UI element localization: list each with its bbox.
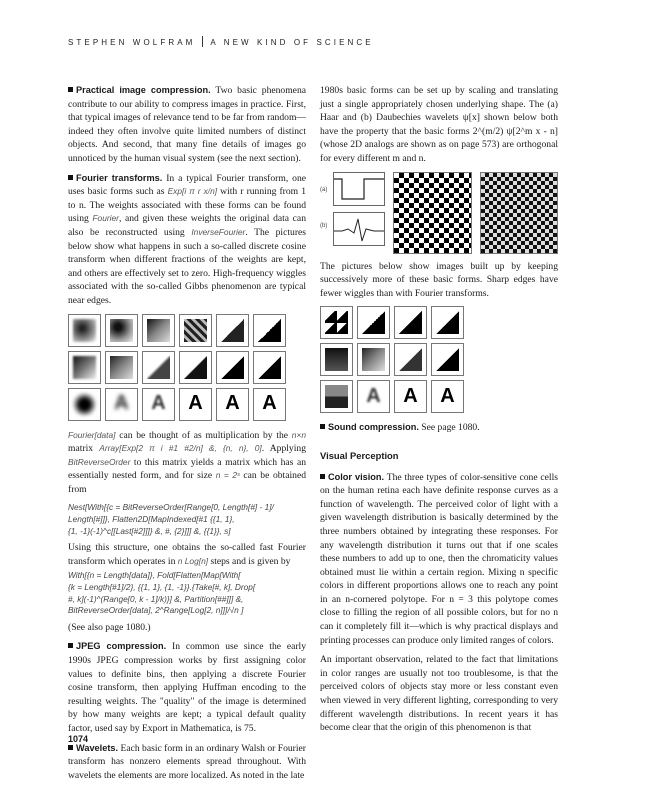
wavelet-plots: [333, 172, 385, 252]
figure-tile: [253, 351, 286, 384]
figure-tile: [357, 380, 390, 413]
text: In a typical Fourier transform, one uses basic forms such as: [68, 172, 307, 198]
text: steps and is given by: [210, 555, 291, 567]
bullet-square-icon: [68, 745, 73, 750]
paragraph-title: Wavelets.: [76, 742, 119, 753]
figure-tile: [320, 343, 353, 376]
paragraph-text: In common use since the early 1990s JPEG compression works by first assigning color values to definite bins, then applying a discrete Fourier cosine transform, then applying Huffman encoding to the resulting weights. The "quality" of the image is determined by how many weights are kept; a typical default quality factor, used say by Export in Mathematica, is 75.: [68, 641, 307, 734]
header-divider: [202, 36, 203, 47]
wavelet-labels: [320, 172, 333, 234]
code-line: #, k](-1)^(Range[0, k - 1]/k)}] &, Partition[##]]] &,: [68, 593, 244, 604]
paragraph-title: Fourier transforms.: [76, 172, 163, 183]
fourier-figure: [68, 314, 306, 421]
bullet-square-icon: [68, 87, 73, 92]
paragraph-text: Two basic phenomena contribute to our ability to compress images in practice. First, that typical images of relevance tend to be far from random—indeed they often involve quite limited numbers of distinct objects. And second, that many fine details of images go unnoticed by the human visual system (see the next section).: [68, 85, 306, 164]
right-column: [320, 84, 558, 741]
inline-code: InverseFourier: [191, 226, 246, 237]
paragraph-wavelets-cont: 1980s basic forms can be set up by scaling and translating just a single appropriately chosen underlying shape. The (a) Haar and (b) Daubechies wavelets ψ[x] shown below both have the property that the basic forms 2^(m/2) ψ[2^m x - n] (whose 2D analogs are shown as on page 573) are orthogonal for every different m and n.: [320, 85, 558, 164]
figure-tile: [105, 314, 138, 347]
text: to this matrix yields a matrix which has an essentially nested form, and for size: [68, 456, 306, 482]
inline-code: n×n: [291, 429, 306, 440]
code-block-nest: [68, 502, 306, 537]
daubechies-basis-matrix: [480, 172, 558, 254]
paragraph-title: Sound compression.: [328, 422, 419, 433]
code-line: With[{n = Length[data]}, Fold[Flatten[Map[With[: [68, 570, 241, 581]
figure-tile: [253, 314, 286, 347]
paragraph-color-constancy: An important observation, related to the fact that limitations in color ranges are usually not too troublesome, is that the perceived colors of objects stay more or less constant even when viewed in very different lighting, corresponding to very different wavelength distributions. In recent years it has become clear that the origin of this phenomenon is that: [320, 654, 558, 734]
wavelet-image-figure: [320, 306, 558, 413]
label-a: (a): [320, 186, 328, 193]
paragraph-image-compression: [68, 84, 306, 166]
paragraph-color-vision: [320, 471, 558, 648]
figure-tile: [320, 380, 353, 413]
text: , and given these weights the original data can also be reconstructed using: [68, 213, 306, 238]
wavelet-figure: [320, 172, 558, 254]
code-line: {k = Length[#1]/2}, {{1, 1}, {1, -1}}.{Take[#, k], Drop[: [68, 582, 256, 593]
figure-tile: [394, 343, 427, 376]
text: can be obtained from: [68, 470, 306, 495]
code-line: Nest[With[{c = BitReverseOrder[Range[0, Length[#] - 1]/: [68, 502, 274, 513]
figure-tile: [68, 314, 101, 347]
paragraph-sound: [320, 421, 558, 435]
paragraph-title: JPEG compression.: [76, 641, 167, 652]
figure-tile: [394, 306, 427, 339]
paragraph-title: Practical image compression.: [76, 85, 211, 95]
paragraph-text: See page 1080.: [421, 422, 480, 434]
figure-tile: [179, 314, 212, 347]
code-line: {1, -1}(-1)^c[[Last[#2]]]} &, #, {2}]]] &, {{1}}, s]: [68, 525, 231, 536]
header-author: STEPHEN WOLFRAM: [68, 38, 196, 47]
inline-code: Fourier: [92, 213, 119, 224]
letter-glyph: A: [114, 392, 129, 415]
daubechies-wavelet-curve: [334, 213, 384, 245]
inline-code: Exp[i π r x/n]: [167, 186, 218, 197]
figure-tile: [216, 388, 249, 421]
paragraph-fourier: [68, 172, 306, 308]
paragraph-wavelet-images: The pictures below show images built up by keeping successively more of these basic forms. Sharp edges have fewer wiggles than with Fourier transforms.: [320, 260, 558, 299]
figure-tile: [142, 388, 175, 421]
figure-tile: [394, 380, 427, 413]
label-b: (b): [320, 222, 328, 229]
figure-tile: [431, 306, 464, 339]
figure-tile: [431, 343, 464, 376]
figure-tile: [68, 388, 101, 421]
text: matrix: [68, 443, 94, 455]
figure-tile: [105, 351, 138, 384]
figure-tile: [216, 314, 249, 347]
inline-code: BitReverseOrder: [68, 456, 131, 467]
letter-glyph: A: [440, 385, 455, 408]
inline-code: n = 2ˢ: [215, 470, 240, 481]
section-heading: Visual Perception: [320, 449, 399, 461]
running-header: [68, 36, 374, 47]
paragraph-wavelets: [68, 742, 306, 783]
figure-tile: [431, 380, 464, 413]
text: . The pictures below show what happens in such a so-called discrete cosine transform when different fractions of the weights are kept, and others are effectively set to zero. High-frequency wiggles associated with the so-called Gibbs phenomenon are typical near edges.: [68, 226, 307, 306]
letter-glyph: A: [225, 392, 240, 415]
bullet-square-icon: [68, 175, 73, 180]
text: can be thought of as multiplication by the: [119, 429, 289, 441]
figure-tile: [105, 388, 138, 421]
see-also-note: (See also page 1080.): [68, 621, 151, 633]
code-block-fft: [68, 570, 306, 616]
haar-basis-matrix: [393, 172, 471, 254]
haar-wavelet-plot: [333, 172, 385, 206]
figure-tile: [253, 388, 286, 421]
paragraph-text: The three types of color-sensitive cone cells on the human retina each have definite response curves as a function of wavelength. The perceived color of light with a given wavelength distribution is basically determined by the three numbers obtained by integrating these responses. For any wavelength distribution it turns out that if one scales these numbers to add up to one, then the chromaticity values obtained must lie within a certain region. Mixing n specific colors in different proportions allows one to reach any point in an n-cornered polytope. For n = 3 this polytope comes close to filling the region of all possible colors, but for no n can it completely fill it—which is why practical displays and printing processes can produce only limited ranges of colors.: [320, 471, 558, 646]
figure-tile: [142, 314, 175, 347]
figure-tile: [179, 351, 212, 384]
bullet-square-icon: [68, 643, 73, 648]
figure-tile: [68, 351, 101, 384]
left-column: [68, 84, 306, 788]
paragraph-title: Color vision.: [328, 471, 385, 482]
paragraph-text: Each basic form in an ordinary Walsh or Fourier transform has nonzero elements spread throughout. With wavelets the elements are more localized. As noted in the late: [68, 742, 306, 781]
figure-tile: [357, 306, 390, 339]
daubechies-wavelet-plot: [333, 212, 385, 246]
paragraph-fourier-matrix: [68, 429, 306, 497]
figure-tile: [179, 388, 212, 421]
figure-tile: [142, 351, 175, 384]
letter-glyph: A: [366, 385, 381, 408]
figure-tile: [320, 306, 353, 339]
bullet-square-icon: [320, 424, 325, 429]
code-line: BitReverseOrder[data], 2^Range[Log[2, n]]]/√n ]: [68, 605, 244, 616]
code-line: Length[#]]}, Flatten2D[MapIndexed[#1 {{1, 1},: [68, 514, 235, 525]
figure-tile: [216, 351, 249, 384]
text: with r running from 1 to n. The weights associated with these forms can be found using: [68, 186, 306, 225]
haar-wavelet-curve: [334, 173, 384, 205]
paragraph-fft: [68, 541, 306, 568]
figure-tile: [357, 343, 390, 376]
text: Using this structure, one obtains the so-called fast Fourier transform which operates in: [68, 542, 306, 567]
paragraph-jpeg: [68, 640, 306, 735]
inline-code: Array[Exp[2 π i #1 #2/n] &, {n, n}, 0]: [99, 443, 262, 454]
header-book: A NEW KIND OF SCIENCE: [210, 38, 374, 47]
letter-glyph: A: [403, 385, 418, 408]
bullet-square-icon: [320, 474, 325, 479]
text: . Applying: [261, 443, 306, 455]
letter-glyph: A: [188, 392, 203, 415]
inline-code: Fourier[data]: [68, 429, 116, 440]
page-number: 1074: [68, 734, 89, 744]
inline-code: n Log[n]: [177, 555, 209, 566]
letter-glyph: A: [151, 392, 166, 415]
letter-glyph: A: [262, 392, 277, 415]
